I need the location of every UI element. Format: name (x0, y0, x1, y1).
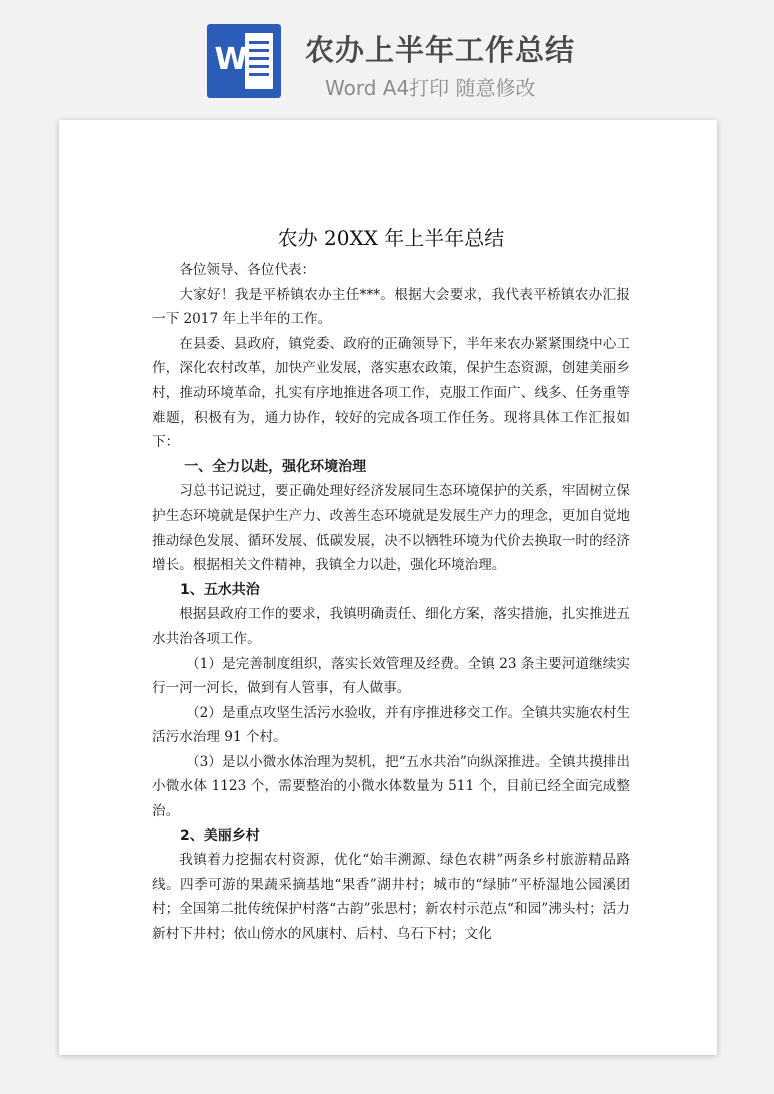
banner-subtitle: Word A4打印 随意修改 (325, 76, 536, 100)
paragraph: 在县委、县政府，镇党委、政府的正确领导下，半年来农办紧紧围绕中心工作，深化农村改革，加快产业发展，落实惠农政策，保护生态资源，创建美丽乡村，推动环境革命，扎实有序地推进各项工作，克服工作面广、线多、任务重等难题，积极有为，通力协作，较好的完成各项工作任务。现将具体工作汇报如下： (152, 335, 630, 451)
subsection-heading: 2、美丽乡村 (180, 827, 260, 844)
word-icon-letter: W (214, 42, 248, 77)
list-item: （1）是完善制度组织，落实长效管理及经费。全镇 23 条主要河道继续实行一河一河长，做到有人管事，有人做事。 (152, 655, 630, 697)
list-item: （2）是重点攻坚生活污水验收，并有序推进移交工作。全镇共实施农村生活污水治理 91 个村。 (152, 704, 630, 746)
word-document-icon (207, 24, 281, 98)
paragraph: 我镇着力挖掘农村资源，优化“始丰溯源、绿色农耕”两条乡村旅游精品路线。四季可游的果蔬采摘基地“果香”湖井村；城市的“绿肺”平桥湿地公园溪团村；全国第二批传统保护村落“古韵”张思村；新农村示范点“和园”沸头村；活力新村下井村；依山傍水的风康村、后村、乌石下村；文化 (152, 852, 630, 943)
section-heading: 一、全力以赴，强化环境治理 (184, 458, 367, 475)
list-item: （3）是以小微水体治理为契机，把“五水共治”向纵深推进。全镇共摸排出小微水体 1123 个，需要整治的小微水体数量为 511 个，目前已经全面完成整治。 (152, 753, 630, 820)
document-page (59, 120, 717, 1055)
document-title: 农办 20XX 年上半年总结 (277, 226, 505, 250)
banner-title: 农办上半年工作总结 (305, 33, 576, 67)
subsection-heading: 1、五水共治 (180, 581, 260, 598)
paragraph: 习总书记说过，要正确处理好经济发展同生态环境保护的关系，牢固树立保护生态环境就是保护生产力、改善生态环境就是发展生产力的理念，更加自觉地推动绿色发展、循环发展、低碳发展，决不以牺牲环境为代价去换取一时的经济增长。根据相关文件精神，我镇全力以赴，强化环境治理。 (152, 483, 630, 574)
salutation: 各位领导、各位代表： (179, 262, 316, 278)
paragraph: 大家好！我是平桥镇农办主任***。根据大会要求，我代表平桥镇农办汇报一下 2017 年上半年的工作。 (152, 286, 630, 328)
banner (0, 0, 774, 118)
document-body (152, 218, 630, 947)
paragraph: 根据县政府工作的要求，我镇明确责任、细化方案，落实措施，扎实推进五水共治各项工作。 (152, 606, 630, 647)
